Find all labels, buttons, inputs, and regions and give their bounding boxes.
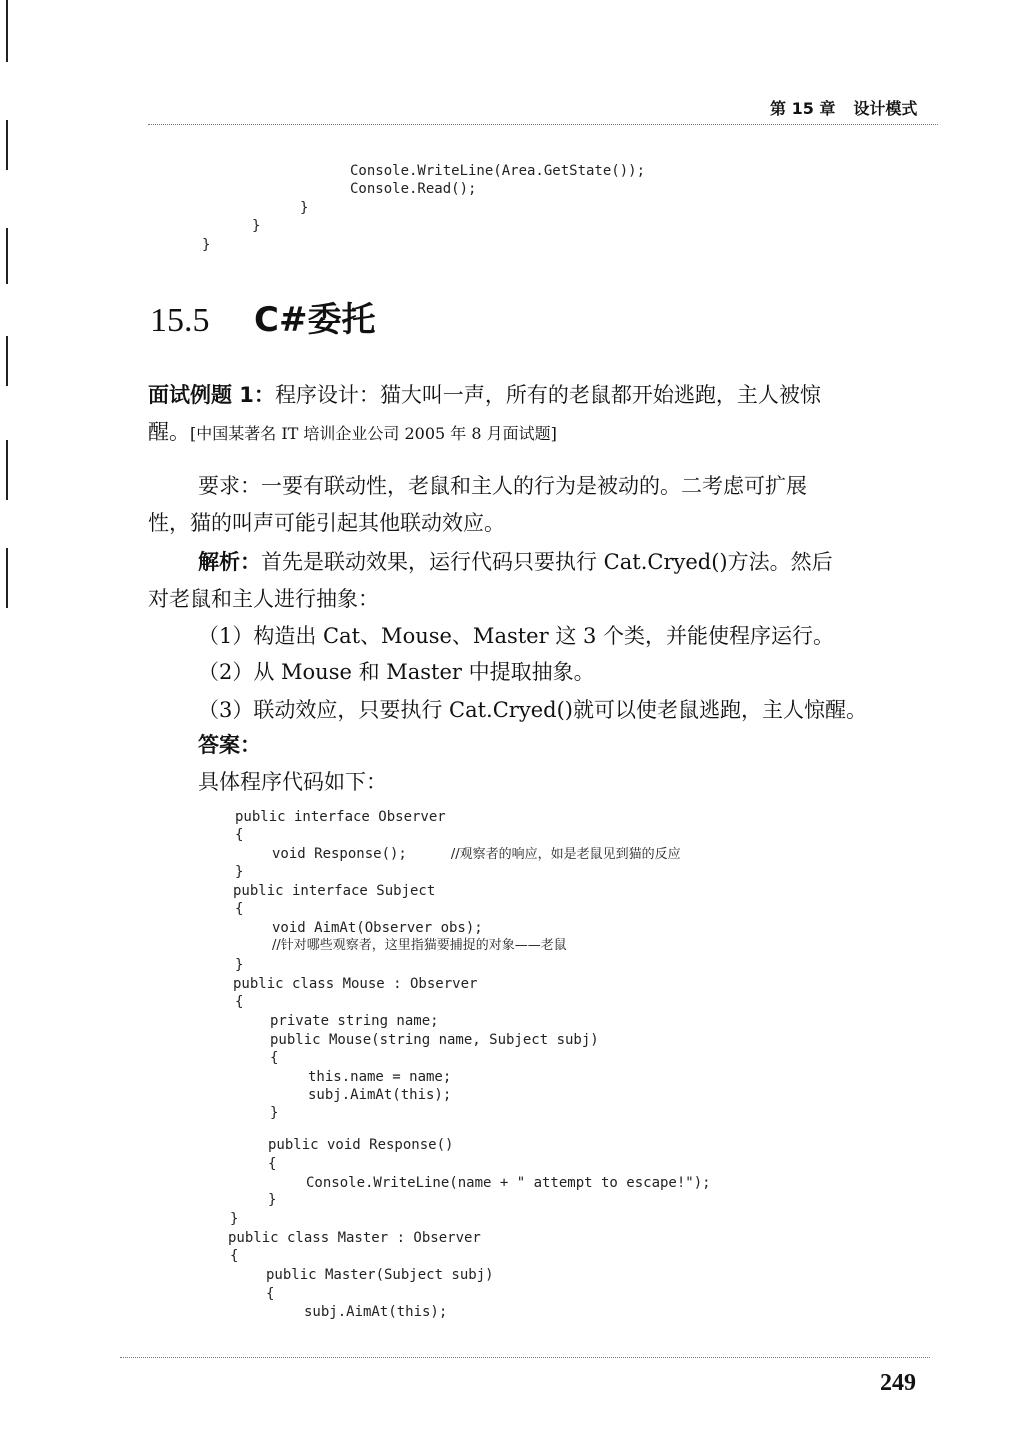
code-line: } bbox=[230, 1211, 239, 1227]
scan-edge-mark bbox=[6, 0, 8, 62]
requirement-line2: 性，猫的叫声可能引起其他联动效应。 bbox=[148, 511, 505, 535]
question-text-line1: 程序设计：猫大叫一声，所有的老鼠都开始逃跑，主人被惊 bbox=[274, 383, 821, 407]
analysis-line1: 首先是联动效果，运行代码只要执行 Cat.Cryed()方法。然后 bbox=[261, 550, 833, 574]
code-line: subj.AimAt(this); bbox=[308, 1087, 452, 1103]
answer-intro: 具体程序代码如下： bbox=[198, 770, 387, 794]
code-line: public void Response() bbox=[268, 1137, 454, 1153]
scan-edge-mark bbox=[6, 440, 8, 500]
code-line: } bbox=[300, 200, 309, 216]
code-line: { bbox=[235, 901, 244, 917]
question-source: [中国某著名 IT 培训企业公司 2005 年 8 月面试题] bbox=[190, 424, 557, 443]
code-line: { bbox=[230, 1248, 239, 1264]
code-line: { bbox=[268, 1156, 277, 1172]
analysis-paragraph bbox=[148, 544, 948, 618]
page-number: 249 bbox=[880, 1370, 916, 1396]
code-line: { bbox=[266, 1286, 275, 1302]
code-line: } bbox=[235, 957, 244, 973]
requirement-paragraph bbox=[148, 468, 948, 542]
code-line: private string name; bbox=[270, 1013, 439, 1029]
analysis-label: 解析： bbox=[198, 550, 261, 574]
header-rule bbox=[148, 124, 938, 125]
code-line: { bbox=[270, 1050, 279, 1066]
section-title: C#委托 bbox=[254, 300, 376, 340]
code-line: Console.Read(); bbox=[350, 181, 477, 197]
code-line: } bbox=[268, 1192, 277, 1208]
footer-rule bbox=[120, 1357, 930, 1358]
step-item: （1）构造出 Cat、Mouse、Master 这 3 个类，并能使程序运行。 bbox=[198, 624, 835, 648]
code-line: Console.WriteLine(name + " attempt to escape!"); bbox=[306, 1175, 711, 1191]
requirement-line1: 要求：一要有联动性，老鼠和主人的行为是被动的。二考虑可扩展 bbox=[198, 474, 807, 498]
step-item: （2）从 Mouse 和 Master 中提取抽象。 bbox=[198, 660, 595, 684]
running-header bbox=[770, 96, 917, 119]
code-text: void Response(); bbox=[272, 846, 407, 862]
code-line: } bbox=[252, 218, 261, 234]
scan-edge-mark bbox=[6, 120, 8, 170]
code-line: public class Mouse : Observer bbox=[233, 976, 478, 992]
code-line: void AimAt(Observer obs); bbox=[272, 920, 483, 936]
answer-label: 答案： bbox=[198, 733, 261, 757]
code-line: public interface Subject bbox=[233, 883, 436, 899]
chapter-label: 第 15 章 bbox=[770, 99, 836, 118]
code-line: public interface Observer bbox=[235, 809, 446, 825]
question-paragraph bbox=[148, 377, 948, 452]
code-line: public Master(Subject subj) bbox=[266, 1267, 494, 1283]
scan-edge-mark bbox=[6, 548, 8, 608]
code-comment-line: //针对哪些观察者，这里指猫要捕捉的对象——老鼠 bbox=[272, 938, 567, 953]
scan-edge-mark bbox=[6, 228, 8, 284]
code-line: { bbox=[235, 827, 244, 843]
code-line: subj.AimAt(this); bbox=[304, 1304, 448, 1320]
section-number: 15.5 bbox=[150, 302, 210, 339]
question-label: 面试例题 1： bbox=[148, 383, 275, 407]
section-heading bbox=[150, 292, 375, 341]
code-line: { bbox=[235, 994, 244, 1010]
code-line bbox=[272, 845, 681, 864]
question-text-line2: 醒。 bbox=[148, 420, 190, 444]
scan-edge-mark bbox=[6, 336, 8, 386]
code-line: } bbox=[270, 1105, 279, 1121]
code-line: public class Master : Observer bbox=[228, 1230, 481, 1246]
code-line: } bbox=[235, 864, 244, 880]
step-item: （3）联动效应，只要执行 Cat.Cryed()就可以使老鼠逃跑，主人惊醒。 bbox=[198, 698, 867, 722]
chapter-title: 设计模式 bbox=[853, 99, 918, 118]
code-line: Console.WriteLine(Area.GetState()); bbox=[350, 163, 646, 179]
code-comment: //观察者的响应，如是老鼠见到猫的反应 bbox=[450, 847, 681, 862]
code-line: } bbox=[202, 237, 211, 253]
code-line: public Mouse(string name, Subject subj) bbox=[270, 1032, 599, 1048]
code-line: this.name = name; bbox=[308, 1069, 452, 1085]
analysis-line2: 对老鼠和主人进行抽象： bbox=[148, 587, 379, 611]
